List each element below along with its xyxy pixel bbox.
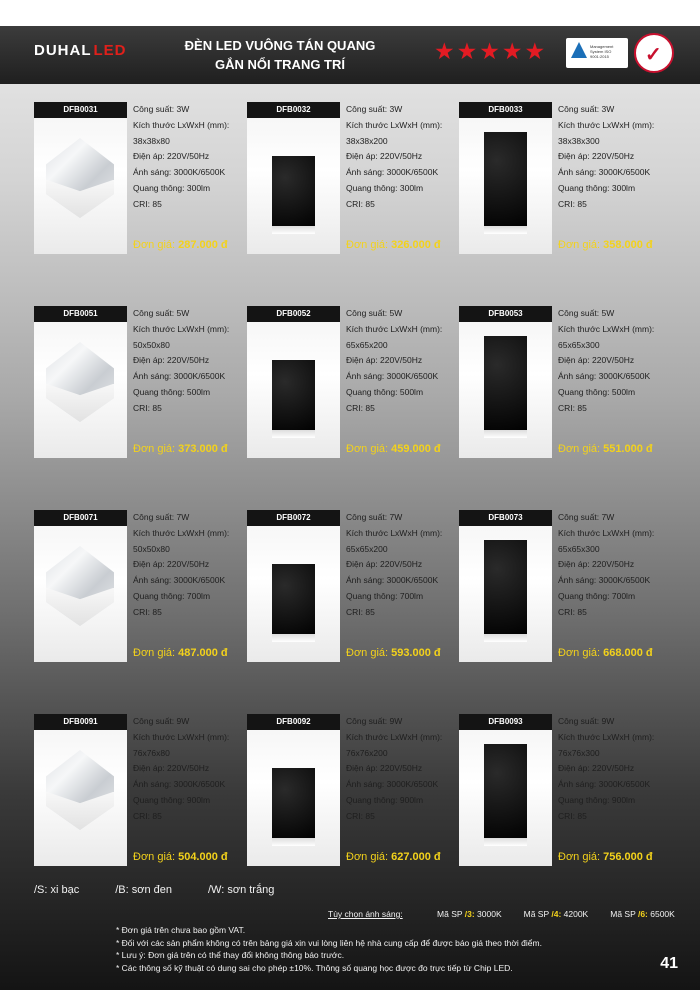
product-specs bbox=[133, 714, 245, 825]
spec-line: Ánh sáng: 3000K/6500K bbox=[133, 371, 226, 382]
rating-stars bbox=[434, 39, 545, 63]
brand-logo bbox=[34, 42, 127, 59]
spec-line: CRI: 85 bbox=[133, 402, 162, 413]
spec-line: 65x65x200 bbox=[346, 339, 388, 350]
spec-line: CRI: 85 bbox=[346, 810, 375, 821]
product-card bbox=[34, 510, 245, 666]
title-line-1: ĐÈN LED VUÔNG TÁN QUANG bbox=[184, 38, 376, 53]
spec-line: Điện áp: 220V/50Hz bbox=[133, 559, 210, 570]
product-specs bbox=[346, 306, 458, 417]
spec-line: Kích thước LxWxH (mm): bbox=[558, 527, 655, 538]
spec-line: Kích thước LxWxH (mm): bbox=[558, 731, 655, 742]
silver-lamp-icon bbox=[46, 138, 114, 218]
note-line: * Các thông số kỹ thuật có dung sai cho phép ±10%. Thông số quang học được đo trực tiếp từ Chip LED. bbox=[116, 962, 513, 973]
note-line: * Đơn giá trên chưa bao gồm VAT. bbox=[116, 925, 246, 935]
product-image bbox=[459, 306, 552, 458]
product-specs bbox=[558, 714, 670, 825]
cert-text: Management System ISO 9001:2015 bbox=[590, 44, 614, 59]
price-label: Đơn giá: bbox=[558, 443, 601, 455]
product-card bbox=[247, 714, 458, 870]
spec-line: Quang thông: 900lm bbox=[558, 794, 636, 805]
spec-line: Kích thước LxWxH (mm): bbox=[558, 323, 655, 334]
product-price bbox=[558, 443, 653, 455]
price-label: Đơn giá: bbox=[346, 443, 389, 455]
black-lamp-icon bbox=[272, 156, 315, 228]
product-price bbox=[558, 851, 653, 863]
product-image bbox=[34, 306, 127, 458]
price-label: Đơn giá: bbox=[558, 647, 601, 659]
silver-lamp-icon bbox=[46, 342, 114, 422]
product-price bbox=[133, 647, 228, 659]
spec-line: Kích thước LxWxH (mm): bbox=[133, 119, 230, 130]
spec-line: Quang thông: 500lm bbox=[558, 386, 636, 397]
spec-line: Công suất: 3W bbox=[346, 104, 403, 114]
product-price bbox=[346, 443, 441, 455]
spec-line: Quang thông: 900lm bbox=[133, 794, 211, 805]
price-value: 668.000 đ bbox=[603, 647, 653, 659]
price-value: 551.000 đ bbox=[603, 443, 653, 455]
price-value: 287.000 đ bbox=[178, 239, 228, 251]
title-line-2: GẮN NỔI TRANG TRÍ bbox=[215, 57, 345, 72]
product-price bbox=[558, 647, 653, 659]
spec-line: Ánh sáng: 3000K/6500K bbox=[346, 779, 439, 790]
spec-line: 38x38x200 bbox=[346, 135, 388, 146]
page-number: 41 bbox=[660, 955, 678, 972]
product-image bbox=[34, 102, 127, 254]
price-value: 504.000 đ bbox=[178, 851, 228, 863]
black-lamp-icon bbox=[272, 564, 315, 636]
price-value: 459.000 đ bbox=[391, 443, 441, 455]
price-value: 756.000 đ bbox=[603, 851, 653, 863]
price-value: 358.000 đ bbox=[603, 239, 653, 251]
iso-cert-badge bbox=[566, 38, 628, 68]
product-code: DFB0032 bbox=[247, 102, 340, 118]
product-specs bbox=[558, 510, 670, 621]
spec-line: Điện áp: 220V/50Hz bbox=[558, 559, 635, 570]
price-label: Đơn giá: bbox=[558, 239, 601, 251]
spec-line: Công suất: 3W bbox=[558, 104, 615, 114]
cert-triangle-icon bbox=[571, 42, 587, 58]
spec-line: 50x50x80 bbox=[133, 339, 170, 350]
light-option: Mã SP /4: 4200K bbox=[523, 909, 589, 919]
product-image bbox=[34, 714, 127, 866]
product-price bbox=[346, 239, 441, 251]
product-price bbox=[133, 851, 228, 863]
product-specs bbox=[133, 306, 245, 417]
spec-line: Quang thông: 500lm bbox=[133, 386, 211, 397]
finish-legend bbox=[34, 884, 274, 896]
spec-line: Quang thông: 300lm bbox=[133, 182, 211, 193]
black-lamp-icon bbox=[484, 132, 527, 228]
spec-line: Điện áp: 220V/50Hz bbox=[558, 763, 635, 774]
spec-line: Điện áp: 220V/50Hz bbox=[558, 151, 635, 162]
black-lamp-icon bbox=[272, 768, 315, 840]
product-card bbox=[247, 306, 458, 462]
price-value: 593.000 đ bbox=[391, 647, 441, 659]
silver-lamp-icon bbox=[46, 546, 114, 626]
spec-line: CRI: 85 bbox=[133, 198, 162, 209]
spec-line: CRI: 85 bbox=[558, 198, 587, 209]
light-options bbox=[328, 909, 675, 919]
spec-line: Ánh sáng: 3000K/6500K bbox=[346, 575, 439, 586]
product-image bbox=[459, 102, 552, 254]
spec-line: Điện áp: 220V/50Hz bbox=[133, 151, 210, 162]
spec-line: Điện áp: 220V/50Hz bbox=[133, 355, 210, 366]
spec-line: Ánh sáng: 3000K/6500K bbox=[133, 167, 226, 178]
spec-line: 76x76x80 bbox=[133, 747, 170, 758]
spec-line: Ánh sáng: 3000K/6500K bbox=[558, 575, 651, 586]
spec-line: Điện áp: 220V/50Hz bbox=[346, 355, 423, 366]
product-image bbox=[247, 306, 340, 458]
spec-line: Điện áp: 220V/50Hz bbox=[346, 559, 423, 570]
product-card bbox=[247, 510, 458, 666]
product-card bbox=[34, 102, 245, 258]
product-code: DFB0091 bbox=[34, 714, 127, 730]
spec-line: Quang thông: 900lm bbox=[346, 794, 424, 805]
spec-line: Quang thông: 300lm bbox=[346, 182, 424, 193]
spec-line: Công suất: 9W bbox=[133, 716, 190, 726]
note-line: * Lưu ý: Đơn giá trên có thể thay đổi không thông báo trước. bbox=[116, 950, 345, 960]
spec-line: Kích thước LxWxH (mm): bbox=[133, 527, 230, 538]
note-line: * Đối với các sản phẩm không có trên bảng giá xin vui lòng liên hệ nhà cung cấp để được báo giá theo thời điểm. bbox=[116, 937, 542, 948]
product-code: DFB0073 bbox=[459, 510, 552, 526]
product-specs bbox=[133, 102, 245, 213]
product-card bbox=[459, 510, 670, 666]
spec-line: 65x65x200 bbox=[346, 543, 388, 554]
product-code: DFB0071 bbox=[34, 510, 127, 526]
spec-line: Quang thông: 700lm bbox=[346, 590, 424, 601]
spec-line: Kích thước LxWxH (mm): bbox=[133, 323, 230, 334]
spec-line: Công suất: 9W bbox=[558, 716, 615, 726]
product-card bbox=[459, 102, 670, 258]
check-icon: ✓ bbox=[645, 44, 662, 66]
black-lamp-icon bbox=[484, 336, 527, 432]
product-specs bbox=[346, 510, 458, 621]
spec-line: Điện áp: 220V/50Hz bbox=[346, 763, 423, 774]
product-image bbox=[459, 510, 552, 662]
product-specs bbox=[346, 714, 458, 825]
spec-line: 38x38x80 bbox=[133, 135, 170, 146]
spec-line: Kích thước LxWxH (mm): bbox=[558, 119, 655, 130]
spec-line: Kích thước LxWxH (mm): bbox=[133, 731, 230, 742]
price-label: Đơn giá: bbox=[558, 851, 601, 863]
product-code: DFB0051 bbox=[34, 306, 127, 322]
spec-line: Công suất: 5W bbox=[133, 308, 190, 318]
black-lamp-icon bbox=[272, 360, 315, 432]
spec-line: Ánh sáng: 3000K/6500K bbox=[133, 575, 226, 586]
spec-line: Công suất: 5W bbox=[558, 308, 615, 318]
product-card bbox=[459, 306, 670, 462]
spec-line: CRI: 85 bbox=[558, 810, 587, 821]
product-image bbox=[459, 714, 552, 866]
price-value: 627.000 đ bbox=[391, 851, 441, 863]
product-code: DFB0033 bbox=[459, 102, 552, 118]
spec-line: Công suất: 7W bbox=[133, 512, 190, 522]
spec-line: CRI: 85 bbox=[133, 810, 162, 821]
star-icon: ★ bbox=[456, 38, 478, 64]
spec-line: Công suất: 7W bbox=[558, 512, 615, 522]
price-value: 487.000 đ bbox=[178, 647, 228, 659]
spec-line: Công suất: 3W bbox=[133, 104, 190, 114]
price-label: Đơn giá: bbox=[346, 239, 389, 251]
product-image bbox=[247, 102, 340, 254]
star-icon: ★ bbox=[479, 38, 500, 64]
price-label: Đơn giá: bbox=[133, 647, 176, 659]
product-code: DFB0052 bbox=[247, 306, 340, 322]
spec-line: Ánh sáng: 3000K/6500K bbox=[558, 779, 651, 790]
spec-line: CRI: 85 bbox=[558, 606, 587, 617]
light-option: Mã SP /3: 3000K bbox=[437, 909, 502, 919]
spec-line: Ánh sáng: 3000K/6500K bbox=[346, 371, 439, 382]
product-image bbox=[247, 510, 340, 662]
product-code: DFB0072 bbox=[247, 510, 340, 526]
spec-line: CRI: 85 bbox=[346, 198, 375, 209]
legend-item: /W: sơn trắng bbox=[208, 884, 275, 896]
spec-line: 38x38x300 bbox=[558, 135, 600, 146]
spec-line: Quang thông: 700lm bbox=[133, 590, 211, 601]
star-icon: ★ bbox=[524, 38, 546, 64]
price-value: 373.000 đ bbox=[178, 443, 228, 455]
spec-line: CRI: 85 bbox=[133, 606, 162, 617]
price-label: Đơn giá: bbox=[346, 851, 389, 863]
options-label: Tùy chọn ánh sáng: bbox=[328, 909, 403, 919]
product-specs bbox=[558, 102, 670, 213]
spec-line: Kích thước LxWxH (mm): bbox=[346, 527, 443, 538]
product-specs bbox=[558, 306, 670, 417]
spec-line: 76x76x200 bbox=[346, 747, 388, 758]
spec-line: Ánh sáng: 3000K/6500K bbox=[346, 167, 439, 178]
spec-line: Điện áp: 220V/50Hz bbox=[558, 355, 635, 366]
product-code: DFB0053 bbox=[459, 306, 552, 322]
product-price bbox=[346, 851, 441, 863]
spec-line: Kích thước LxWxH (mm): bbox=[346, 323, 443, 334]
spec-line: Kích thước LxWxH (mm): bbox=[346, 731, 443, 742]
legend-item: /B: sơn đen bbox=[115, 884, 172, 896]
price-label: Đơn giá: bbox=[133, 239, 176, 251]
spec-line: Công suất: 7W bbox=[346, 512, 403, 522]
black-lamp-icon bbox=[484, 540, 527, 636]
page-title bbox=[150, 36, 410, 74]
price-value: 326.000 đ bbox=[391, 239, 441, 251]
spec-line: Điện áp: 220V/50Hz bbox=[133, 763, 210, 774]
legend-item: /S: xi bạc bbox=[34, 884, 80, 896]
spec-line: 76x76x300 bbox=[558, 747, 600, 758]
product-card bbox=[34, 714, 245, 870]
price-label: Đơn giá: bbox=[133, 443, 176, 455]
spec-line: Quang thông: 300lm bbox=[558, 182, 636, 193]
product-specs bbox=[133, 510, 245, 621]
price-label: Đơn giá: bbox=[133, 851, 176, 863]
spec-line: Kích thước LxWxH (mm): bbox=[346, 119, 443, 130]
light-option: Mã SP /6: 6500K bbox=[610, 909, 675, 919]
black-lamp-icon bbox=[484, 744, 527, 840]
product-code: DFB0093 bbox=[459, 714, 552, 730]
product-price bbox=[133, 239, 228, 251]
product-card bbox=[459, 714, 670, 870]
spec-line: Quang thông: 700lm bbox=[558, 590, 636, 601]
spec-line: 65x65x300 bbox=[558, 339, 600, 350]
spec-line: CRI: 85 bbox=[558, 402, 587, 413]
top-strip bbox=[0, 0, 700, 26]
star-icon: ★ bbox=[501, 38, 523, 64]
product-price bbox=[133, 443, 228, 455]
brand-main: DUHAL bbox=[34, 42, 92, 59]
product-price bbox=[558, 239, 653, 251]
spec-line: Điện áp: 220V/50Hz bbox=[346, 151, 423, 162]
product-code: DFB0092 bbox=[247, 714, 340, 730]
silver-lamp-icon bbox=[46, 750, 114, 830]
quality-seal-icon bbox=[634, 33, 674, 73]
spec-line: Công suất: 9W bbox=[346, 716, 403, 726]
product-image bbox=[247, 714, 340, 866]
spec-line: Ánh sáng: 3000K/6500K bbox=[133, 779, 226, 790]
product-code: DFB0031 bbox=[34, 102, 127, 118]
product-price bbox=[346, 647, 441, 659]
notes bbox=[116, 924, 542, 974]
product-card bbox=[247, 102, 458, 258]
spec-line: 65x65x300 bbox=[558, 543, 600, 554]
spec-line: Ánh sáng: 3000K/6500K bbox=[558, 371, 651, 382]
spec-line: Ánh sáng: 3000K/6500K bbox=[558, 167, 651, 178]
spec-line: 50x50x80 bbox=[133, 543, 170, 554]
spec-line: CRI: 85 bbox=[346, 402, 375, 413]
star-icon: ★ bbox=[434, 38, 455, 64]
product-specs bbox=[346, 102, 458, 213]
product-card bbox=[34, 306, 245, 462]
brand-accent: LED bbox=[93, 42, 127, 59]
spec-line: Công suất: 5W bbox=[346, 308, 403, 318]
spec-line: Quang thông: 500lm bbox=[346, 386, 424, 397]
product-image bbox=[34, 510, 127, 662]
price-label: Đơn giá: bbox=[346, 647, 389, 659]
spec-line: CRI: 85 bbox=[346, 606, 375, 617]
